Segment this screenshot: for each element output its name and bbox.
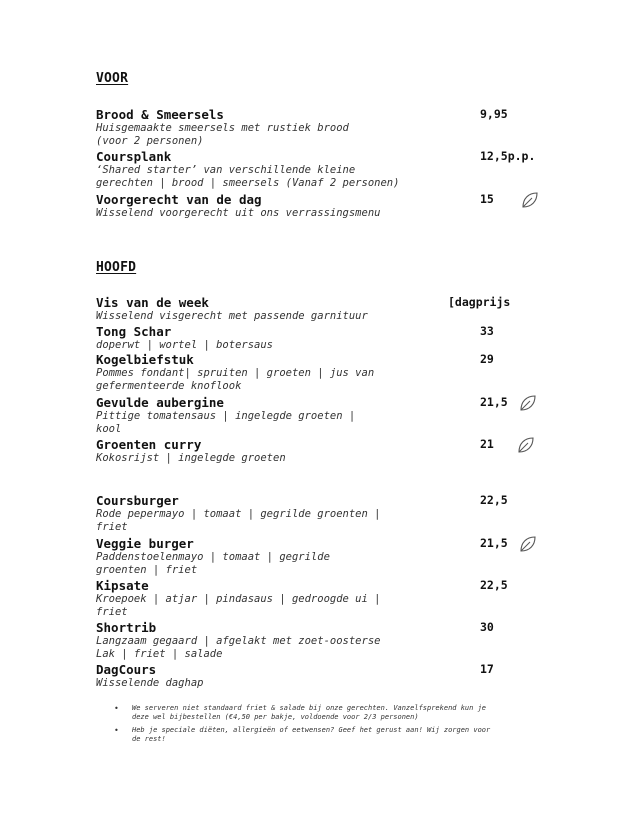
item-description-line: (voor 2 personen) [96,135,204,147]
item-description-line: Huisgemaakte smeersels met rustiek brood [96,122,349,134]
item-description [96,207,441,220]
item-description-line: Wisselend visgerecht met passende garnituur [96,310,368,322]
item-description-line: Kokosrijst | ingelegde groeten [96,452,286,464]
menu-item [96,578,556,619]
item-description-line: friet [96,521,128,533]
item-description-line: gefermenteerde knoflook [96,380,242,392]
item-description-line: Rode pepermayo | tomaat | gegrilde groenten | [96,508,381,520]
item-price: 21,5 [480,395,508,409]
item-description [96,635,441,661]
menu-item [96,107,556,148]
item-name: Gevulde aubergine [96,395,224,410]
footnotes [114,704,534,748]
bullet: • [114,704,119,713]
item-description [96,122,441,148]
item-price: [dagprijs [448,295,511,309]
footnote-line: de rest! [132,735,166,743]
menu-item [96,437,556,465]
item-description-line: Paddenstoelenmayo | tomaat | gegrilde [96,551,330,563]
item-description-line: kool [96,423,122,435]
menu-item [96,352,556,393]
item-description [96,593,441,619]
menu-item [96,536,556,577]
section-title-voor: VOOR [96,71,129,86]
footnote-line: Heb je speciale diëten, allergieën of eetwensen? Geef het gerust aan! Wij zorgen voor [132,726,491,734]
item-description [96,452,441,465]
item-description-line: gerechten | brood | smeersels (Vanaf 2 personen) [96,177,400,189]
item-name: Groenten curry [96,437,202,452]
item-description [96,508,441,534]
menu-item [96,192,556,220]
menu-item [96,295,556,323]
item-description-line: Wisselend voorgerecht uit ons verrassingsmenu [96,207,381,219]
item-name: Vis van de week [96,295,209,310]
item-price: 12,5p.p. [480,149,536,163]
item-name: Kogelbiefstuk [96,352,194,367]
item-price: 17 [480,662,494,676]
menu-item [96,149,556,190]
item-price: 33 [480,324,494,338]
item-name: Coursplank [96,149,172,164]
item-description-line: groenten | friet [96,564,198,576]
item-price: 30 [480,620,494,634]
item-name: Voorgerecht van de dag [96,192,262,207]
item-description [96,410,441,436]
menu-item [96,620,556,661]
item-price: 22,5 [480,578,508,592]
footnote-line: We serveren niet standaard friet & salade bij onze gerechten. Vanzelfsprekend kun je [132,704,487,712]
item-description-line: Pommes fondant| spruiten | groeten | jus van [96,367,375,379]
item-description-line: Pittige tomatensaus | ingelegde groeten | [96,410,356,422]
section-title-hoofd: HOOFD [96,260,137,275]
item-price: 22,5 [480,493,508,507]
item-price: 29 [480,352,494,366]
item-description [96,677,441,690]
item-name: Veggie burger [96,536,194,551]
item-name: DagCours [96,662,157,677]
item-name: Kipsate [96,578,149,593]
footnote-line: deze wel bijbestellen (€4,50 per bakje, voldoende voor 2/3 personen) [132,713,419,721]
item-name: Shortrib [96,620,157,635]
menu-item [96,324,556,352]
item-description [96,367,441,393]
item-name: Tong Schar [96,324,172,339]
leaf-icon [520,190,540,210]
item-description-line: friet [96,606,128,618]
item-price: 21,5 [480,536,508,550]
item-name: Coursburger [96,493,179,508]
item-price: 15 [480,192,494,206]
item-description-line: ‘Shared starter’ van verschillende kleine [96,164,356,176]
item-description [96,339,441,352]
item-description-line: Langzaam gegaard | afgelakt met zoet-oosterse [96,635,381,647]
menu-item [96,493,556,534]
leaf-icon [516,435,536,455]
item-description [96,551,441,577]
item-name: Brood & Smeersels [96,107,224,122]
bullet: • [114,726,119,735]
leaf-icon [518,534,538,554]
item-description [96,310,441,323]
item-description-line: Lak | friet | salade [96,648,223,660]
leaf-icon [518,393,538,413]
item-description-line: doperwt | wortel | botersaus [96,339,274,351]
item-description-line: Wisselende daghap [96,677,204,689]
menu-item [96,662,556,690]
item-description-line: Kroepoek | atjar | pindasaus | gedroogde ui | [96,593,381,605]
footnote [114,726,534,744]
menu-item [96,395,556,436]
item-price: 21 [480,437,494,451]
item-price: 9,95 [480,107,508,121]
footnote [114,704,534,722]
item-description [96,164,441,190]
